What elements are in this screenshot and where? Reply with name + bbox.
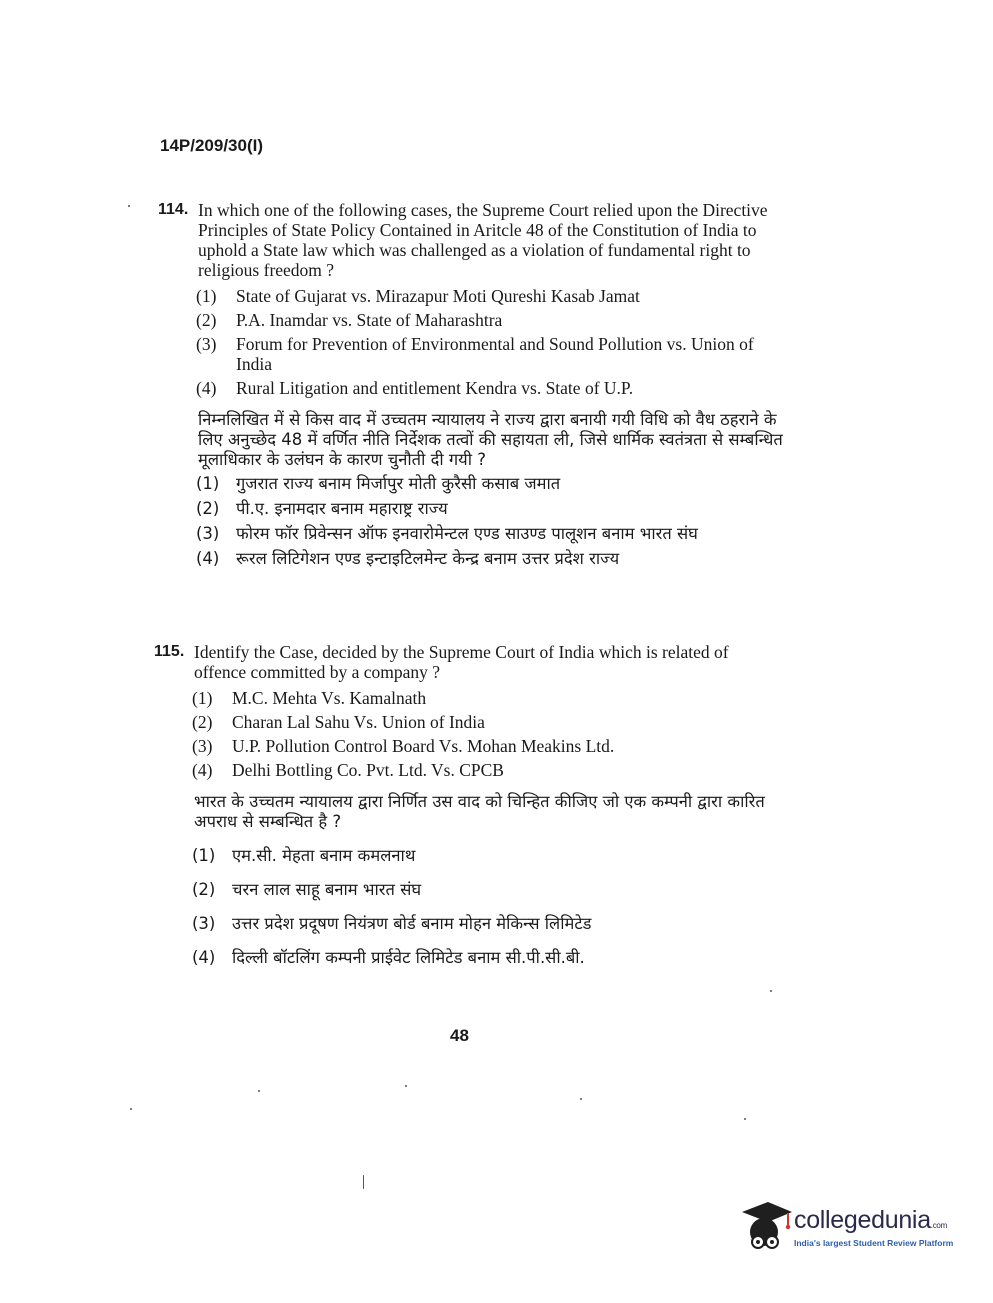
option-number: (4) — [196, 549, 220, 568]
option-number: (3) — [192, 914, 216, 933]
hindi-option-3 — [192, 914, 784, 934]
option-text: एम.सी. मेहता बनाम कमलनाथ — [232, 846, 416, 865]
question-stem — [158, 198, 788, 280]
option-number: (4) — [192, 760, 213, 780]
question-text: Identify the Case, decided by the Supreme Court of India which is related of offence committed by a company ? — [194, 642, 729, 682]
option-text: Charan Lal Sahu Vs. Union of India — [232, 712, 485, 732]
hindi-option-2 — [196, 499, 788, 519]
option-number: (4) — [192, 948, 216, 967]
option-text: P.A. Inamdar vs. State of Maharashtra — [236, 310, 503, 330]
scan-speck — [744, 1118, 746, 1120]
option-4 — [196, 378, 788, 398]
option-text: रूरल लिटिगेशन एण्ड इन्टाइटिलमेन्ट केन्द्र बनाम उत्तर प्रदेश राज्य — [236, 549, 620, 568]
scan-speck — [405, 1085, 407, 1087]
option-number: (2) — [196, 310, 217, 330]
logo-suffix: .com — [930, 1221, 947, 1230]
scan-speck — [130, 1108, 132, 1110]
hindi-option-4 — [196, 549, 788, 569]
collegedunia-logo — [738, 1198, 963, 1256]
hindi-option-1 — [196, 474, 788, 494]
option-text: M.C. Mehta Vs. Kamalnath — [232, 688, 427, 708]
option-text: दिल्ली बॉटलिंग कम्पनी प्राईवेट लिमिटेड बनाम सी.पी.सी.बी. — [232, 948, 585, 967]
hindi-question-text: भारत के उच्चतम न्यायालय द्वारा निर्णित उस वाद को चिन्हित कीजिए जो एक कम्पनी द्वारा कारित अपराध से सम्बन्धित है ? — [194, 792, 765, 831]
scan-speck — [580, 1098, 582, 1100]
hindi-option-4 — [192, 948, 784, 968]
option-text: State of Gujarat vs. Mirazapur Moti Qureshi Kasab Jamat — [236, 286, 640, 306]
option-number: (1) — [196, 474, 220, 493]
option-text: फोरम फॉर प्रिवेन्सन ऑफ इनवारोमेन्टल एण्ड साउण्ड पालूशन बनाम भारत संघ — [236, 524, 698, 543]
english-options — [192, 688, 784, 780]
option-number: (4) — [196, 378, 217, 398]
option-1 — [192, 688, 784, 708]
page-number: 48 — [450, 1026, 469, 1045]
option-number: (2) — [192, 880, 216, 899]
option-text: पी.ए. इनामदार बनाम महाराष्ट्र राज्य — [236, 499, 448, 518]
question-number: 114. — [158, 201, 189, 218]
hindi-question-text: निम्नलिखित में से किस वाद में उच्चतम न्यायालय ने राज्य द्वारा बनायी गयी विधि को वैध ठहराने के लिए अनुच्छेद 48 में वर्णित नीति निर्देशक तत्वों की सहायता ली, जिसे धार्मिक स्वतंत्रता से सम्बन्धित मूलाधिकार के उलंघन के कारण चुनौती दी गयी ? — [198, 410, 783, 469]
option-number: (1) — [192, 688, 213, 708]
graduate-cap-icon — [738, 1198, 794, 1256]
english-options — [196, 286, 788, 398]
option-number: (1) — [196, 286, 217, 306]
option-number: (2) — [192, 712, 213, 732]
scan-speck — [258, 1090, 260, 1092]
logo-wordmark — [794, 1206, 947, 1235]
option-2 — [192, 712, 784, 732]
hindi-option-2 — [192, 880, 784, 900]
logo-tagline: India's largest Student Review Platform — [794, 1238, 954, 1248]
option-3 — [196, 334, 788, 374]
option-text: Delhi Bottling Co. Pvt. Ltd. Vs. CPCB — [232, 760, 504, 780]
hindi-option-1 — [192, 846, 784, 866]
option-number: (1) — [192, 846, 216, 865]
option-text: गुजरात राज्य बनाम मिर्जापुर मोती कुरैसी कसाब जमात — [236, 474, 561, 493]
option-1 — [196, 286, 788, 306]
question-number: 115. — [154, 643, 185, 660]
option-text: U.P. Pollution Control Board Vs. Mohan Meakins Ltd. — [232, 736, 615, 756]
scan-speck — [128, 205, 130, 207]
option-number: (2) — [196, 499, 220, 518]
option-text: Rural Litigation and entitlement Kendra vs. State of U.P. — [236, 378, 634, 398]
option-text: चरन लाल साहू बनाम भारत संघ — [232, 880, 422, 899]
option-3 — [192, 736, 784, 756]
hindi-options — [192, 846, 784, 968]
scan-mark — [363, 1175, 364, 1189]
question-text: In which one of the following cases, the Supreme Court relied upon the Directive Principles of State Policy Contained in Aritcle 48 of the Constitution of India to uphold a State law which was challenged as a violation of fundamental right to religious freedom ? — [198, 200, 768, 280]
logo-name: collegedunia — [794, 1206, 931, 1234]
scan-speck — [770, 990, 772, 992]
question-115 — [154, 640, 784, 982]
option-4 — [192, 760, 784, 780]
option-text: Forum for Prevention of Environmental and Sound Pollution vs. Union of India — [236, 334, 754, 374]
option-number: (3) — [192, 736, 213, 756]
hindi-options — [196, 474, 788, 569]
option-2 — [196, 310, 788, 330]
hindi-option-3 — [196, 524, 788, 544]
question-114 — [158, 198, 788, 574]
option-number: (3) — [196, 524, 220, 543]
option-number: (3) — [196, 334, 217, 354]
option-text: उत्तर प्रदेश प्रदूषण नियंत्रण बोर्ड बनाम मोहन मेकिन्स लिमिटेड — [232, 914, 592, 933]
paper-code: 14P/209/30(I) — [160, 136, 264, 155]
question-stem — [154, 640, 784, 682]
